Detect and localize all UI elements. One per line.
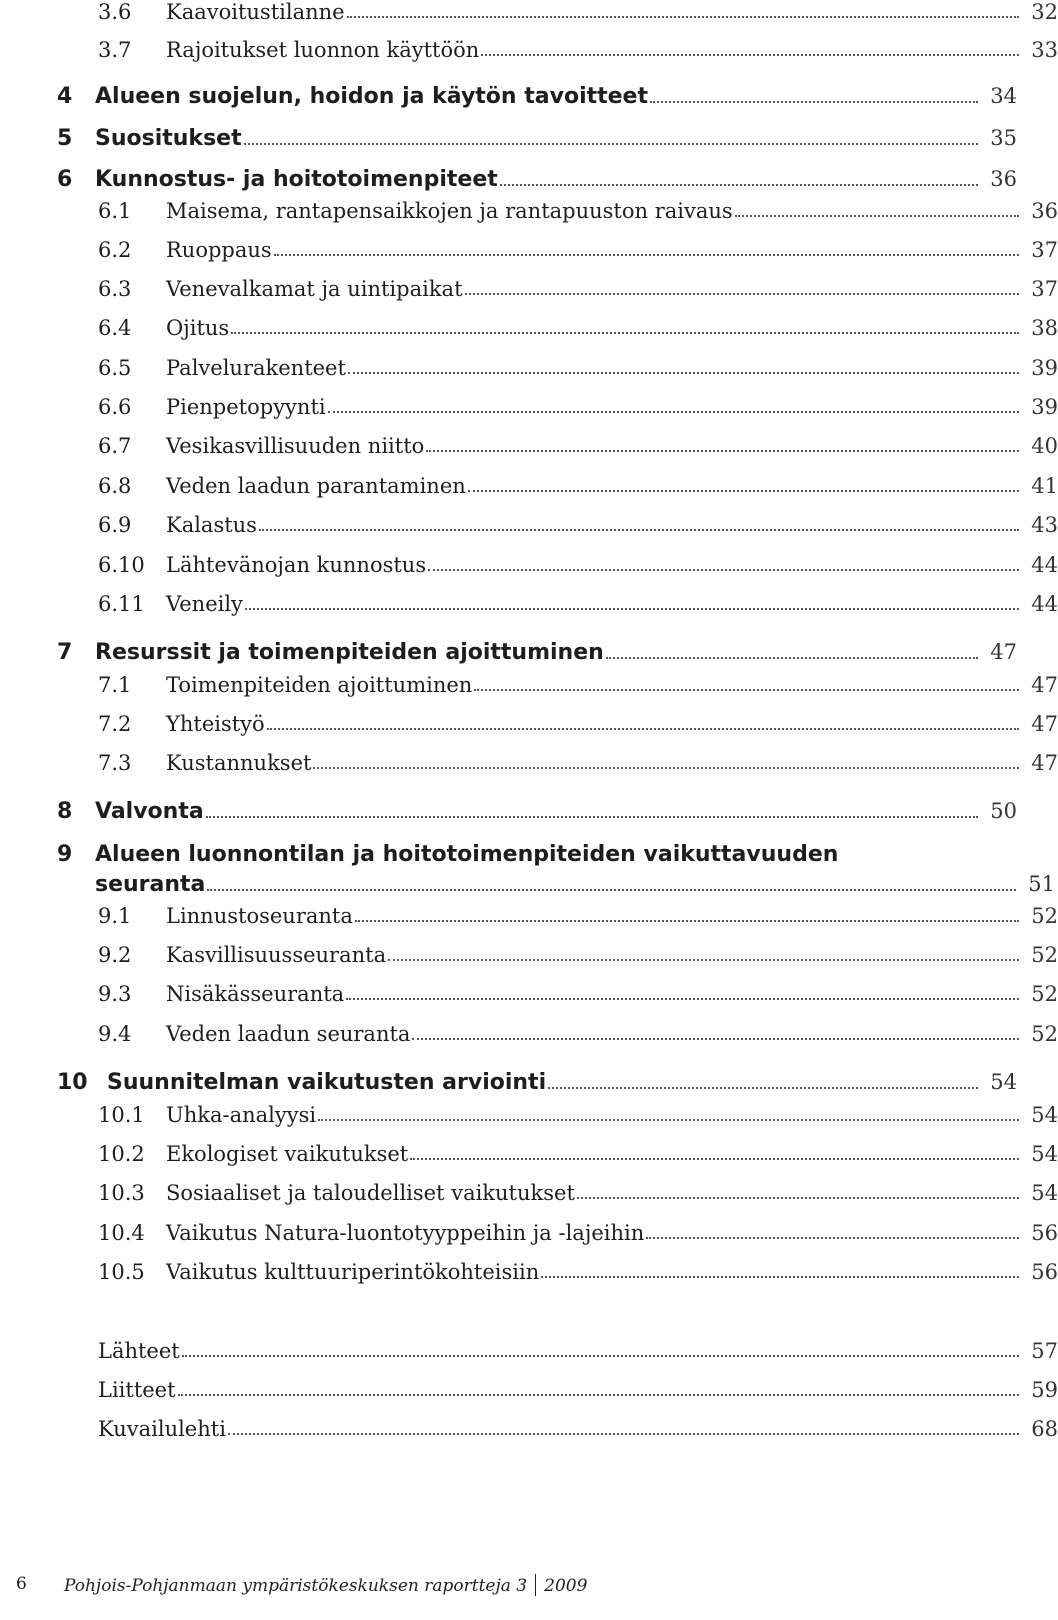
toc-entry-number: 6.5 bbox=[98, 356, 132, 380]
dot-leader bbox=[207, 889, 1016, 891]
toc-entry-page: 56 bbox=[1031, 1260, 1058, 1284]
toc-entry bbox=[0, 592, 1058, 616]
toc-entry-page: 52 bbox=[1031, 982, 1058, 1006]
dot-leader bbox=[245, 608, 1019, 610]
toc-entry bbox=[0, 474, 1058, 498]
footer-year: 2009 bbox=[544, 1576, 588, 1596]
toc-entry-number: 3.7 bbox=[98, 38, 132, 62]
toc-entry-title: Linnustoseuranta bbox=[166, 904, 353, 928]
toc-entry bbox=[0, 943, 1058, 967]
dot-leader bbox=[426, 450, 1019, 452]
toc-entry bbox=[0, 712, 1058, 736]
dot-leader bbox=[646, 1237, 1019, 1239]
toc-entry-page: 39 bbox=[1031, 356, 1058, 380]
toc-entry bbox=[0, 238, 1058, 262]
toc-entry bbox=[0, 1103, 1058, 1127]
dot-leader bbox=[428, 569, 1019, 571]
dot-leader bbox=[735, 215, 1019, 217]
dot-leader bbox=[474, 689, 1019, 691]
dot-leader bbox=[650, 101, 978, 103]
dot-leader bbox=[355, 920, 1019, 922]
toc-entry-title: Nisäkässeuranta bbox=[166, 982, 345, 1006]
toc-entry bbox=[0, 1417, 1058, 1441]
toc-entry-number: 4 bbox=[57, 84, 73, 109]
toc-entry-number: 5 bbox=[57, 126, 73, 151]
dot-leader bbox=[313, 767, 1019, 769]
dot-leader bbox=[388, 959, 1019, 961]
toc-entry-title: Maisema, rantapensaikkojen ja rantapuuston raivaus bbox=[166, 199, 733, 223]
toc-entry-title: Kaavoitustilanne bbox=[166, 0, 345, 24]
toc-entry bbox=[0, 799, 1017, 824]
toc-entry-page: 54 bbox=[990, 1070, 1017, 1094]
dot-leader bbox=[465, 293, 1019, 295]
toc-entry-number: 10.2 bbox=[98, 1142, 145, 1166]
toc-entry-title: Kuvailulehti bbox=[98, 1417, 226, 1441]
toc-entry-title: Toimenpiteiden ajoittuminen bbox=[166, 673, 473, 697]
toc-entry-title: Kunnostus- ja hoitotoimenpiteet bbox=[95, 167, 498, 192]
toc-entry-title: Valvonta bbox=[95, 799, 204, 824]
toc-entry-page: 51 bbox=[1028, 872, 1055, 896]
toc-entry-title: Kasvillisuusseuranta bbox=[166, 943, 387, 967]
toc-entry-page: 52 bbox=[1031, 904, 1058, 928]
toc-entry-title: seuranta bbox=[95, 872, 206, 897]
toc-entry bbox=[0, 434, 1058, 458]
dot-leader bbox=[548, 1087, 978, 1089]
dot-leader bbox=[412, 1038, 1019, 1040]
toc-entry-page: 56 bbox=[1031, 1221, 1058, 1245]
dot-leader bbox=[206, 816, 978, 818]
toc-entry bbox=[0, 277, 1058, 301]
toc-entry-title: Alueen luonnontilan ja hoitotoimenpiteiden vaikuttavuuden bbox=[95, 842, 839, 867]
toc-entry-page: 68 bbox=[1031, 1417, 1058, 1441]
toc-entry bbox=[0, 1181, 1058, 1205]
toc-entry-title: Kustannukset bbox=[166, 751, 312, 775]
toc-entry-number: 6.8 bbox=[98, 474, 132, 498]
toc-entry-title: Lähtevänojan kunnostus bbox=[166, 553, 427, 577]
toc-entry-title: Uhka-analyysi bbox=[166, 1103, 317, 1127]
toc-entry-page: 39 bbox=[1031, 395, 1058, 419]
dot-leader bbox=[481, 54, 1019, 56]
toc-entry-number: 6.1 bbox=[98, 199, 132, 223]
toc-entry bbox=[0, 84, 1017, 109]
toc-entry bbox=[0, 982, 1058, 1006]
toc-entry-page: 52 bbox=[1031, 1022, 1058, 1046]
toc-entry-page: 44 bbox=[1031, 592, 1058, 616]
toc-entry bbox=[0, 0, 1058, 24]
dot-leader bbox=[348, 372, 1019, 374]
toc-entry-page: 36 bbox=[1031, 199, 1058, 223]
toc-entry bbox=[0, 640, 1017, 665]
dot-leader bbox=[541, 1276, 1019, 1278]
toc-entry-number: 6.11 bbox=[98, 592, 145, 616]
toc-entry bbox=[0, 872, 1055, 897]
toc-entry-number: 9.1 bbox=[98, 904, 132, 928]
toc-entry bbox=[0, 356, 1058, 380]
toc-entry-page: 34 bbox=[990, 84, 1017, 108]
toc-entry bbox=[0, 1022, 1058, 1046]
toc-entry bbox=[0, 167, 1017, 192]
dot-leader bbox=[231, 332, 1019, 334]
dot-leader bbox=[606, 657, 978, 659]
toc-entry-page: 47 bbox=[1031, 673, 1058, 697]
toc-entry-title: Vaikutus Natura-luontotyyppeihin ja -lajeihin bbox=[166, 1221, 645, 1245]
toc-entry-page: 57 bbox=[1031, 1339, 1058, 1363]
footer-publication bbox=[64, 1574, 587, 1596]
dot-leader bbox=[347, 16, 1019, 18]
toc-entry-title: Pienpetopyynti bbox=[166, 395, 326, 419]
toc-entry-title: Rajoitukset luonnon käyttöön bbox=[166, 38, 480, 62]
dot-leader bbox=[274, 254, 1019, 256]
toc-entry bbox=[0, 673, 1058, 697]
toc-entry-title: Liitteet bbox=[98, 1378, 176, 1402]
toc-entry-number: 6 bbox=[57, 167, 73, 192]
toc-entry-number: 7.3 bbox=[98, 751, 132, 775]
toc-entry-title: Venevalkamat ja uintipaikat bbox=[166, 277, 463, 301]
toc-entry-page: 59 bbox=[1031, 1378, 1058, 1402]
toc-entry-page: 40 bbox=[1031, 434, 1058, 458]
dot-leader bbox=[267, 728, 1019, 730]
toc-entry-title: Vaikutus kulttuuriperintökohteisiin bbox=[166, 1260, 540, 1284]
toc-entry-title: Sosiaaliset ja taloudelliset vaikutukset bbox=[166, 1181, 575, 1205]
footer-page-number: 6 bbox=[16, 1574, 27, 1594]
toc-entry-number: 6.4 bbox=[98, 316, 132, 340]
toc-entry-number: 7.1 bbox=[98, 673, 132, 697]
toc-entry-page: 36 bbox=[990, 167, 1017, 191]
toc-entry-page: 43 bbox=[1031, 513, 1058, 537]
dot-leader bbox=[346, 998, 1019, 1000]
dot-leader bbox=[468, 490, 1019, 492]
toc-entry-first-line bbox=[0, 842, 1017, 867]
toc-entry bbox=[0, 395, 1058, 419]
toc-entry-title: Veneily bbox=[166, 592, 243, 616]
toc-entry bbox=[0, 1260, 1058, 1284]
toc-entry bbox=[0, 316, 1058, 340]
dot-leader bbox=[500, 184, 978, 186]
toc-entry-title: Resurssit ja toimenpiteiden ajoittuminen bbox=[95, 640, 604, 665]
toc-entry-page: 52 bbox=[1031, 943, 1058, 967]
toc-entry-number: 7 bbox=[57, 640, 73, 665]
toc-entry-number: 9.3 bbox=[98, 982, 132, 1006]
toc-entry bbox=[0, 1339, 1058, 1363]
toc-entry-title: Lähteet bbox=[98, 1339, 180, 1363]
toc-entry-number: 10.4 bbox=[98, 1221, 145, 1245]
toc-entry-page: 54 bbox=[1031, 1142, 1058, 1166]
dot-leader bbox=[318, 1119, 1019, 1121]
footer-series: Pohjois-Pohjanmaan ympäristökeskuksen raportteja bbox=[64, 1576, 511, 1596]
dot-leader bbox=[259, 529, 1019, 531]
toc-entry-title: Suunnitelman vaikutusten arviointi bbox=[107, 1070, 547, 1095]
footer-issue: 3 bbox=[516, 1576, 528, 1596]
toc-entry-number: 6.6 bbox=[98, 395, 132, 419]
toc-entry bbox=[0, 38, 1058, 62]
toc-entry-title: Palvelurakenteet bbox=[166, 356, 346, 380]
toc-entry-page: 44 bbox=[1031, 553, 1058, 577]
toc-entry-title: Yhteistyö bbox=[166, 712, 265, 736]
toc-entry-title: Suositukset bbox=[95, 126, 242, 151]
toc-entry-page: 35 bbox=[990, 126, 1017, 150]
toc-entry bbox=[0, 126, 1017, 151]
toc-entry-page: 41 bbox=[1031, 474, 1058, 498]
toc-entry-title: Veden laadun seuranta bbox=[166, 1022, 411, 1046]
toc-entry-number: 6.10 bbox=[98, 553, 145, 577]
toc-entry-number: 10 bbox=[57, 1070, 88, 1095]
dot-leader bbox=[244, 143, 978, 145]
toc-entry-page: 47 bbox=[990, 640, 1017, 664]
page-footer bbox=[0, 1574, 960, 1614]
toc-entry bbox=[0, 904, 1058, 928]
toc-entry-number: 9.2 bbox=[98, 943, 132, 967]
toc-entry bbox=[0, 1142, 1058, 1166]
toc-entry-number: 10.3 bbox=[98, 1181, 145, 1205]
toc-entry-page: 38 bbox=[1031, 316, 1058, 340]
dot-leader bbox=[328, 411, 1019, 413]
toc-entry-page: 54 bbox=[1031, 1181, 1058, 1205]
dot-leader bbox=[577, 1197, 1019, 1199]
toc-entry bbox=[0, 199, 1058, 223]
toc-entry bbox=[0, 1221, 1058, 1245]
toc-entry bbox=[0, 553, 1058, 577]
toc-entry-title: Alueen suojelun, hoidon ja käytön tavoitteet bbox=[95, 84, 648, 109]
toc-entry bbox=[0, 513, 1058, 537]
toc-entry-number: 6.3 bbox=[98, 277, 132, 301]
toc-entry-number: 3.6 bbox=[98, 0, 132, 24]
toc-entry-number: 9 bbox=[57, 842, 73, 867]
toc-entry-title: Veden laadun parantaminen bbox=[166, 474, 466, 498]
footer-separator bbox=[535, 1574, 536, 1596]
dot-leader bbox=[228, 1433, 1019, 1435]
toc-entry-page: 33 bbox=[1031, 38, 1058, 62]
toc-entry bbox=[0, 751, 1058, 775]
toc-entry-page: 47 bbox=[1031, 751, 1058, 775]
toc-entry-page: 37 bbox=[1031, 277, 1058, 301]
toc-entry-title: Ojitus bbox=[166, 316, 230, 340]
dot-leader bbox=[410, 1158, 1019, 1160]
toc-entry-title: Kalastus bbox=[166, 513, 257, 537]
toc-entry-number: 10.1 bbox=[98, 1103, 145, 1127]
toc-entry-page: 54 bbox=[1031, 1103, 1058, 1127]
toc-entry bbox=[0, 1378, 1058, 1402]
toc-entry-page: 47 bbox=[1031, 712, 1058, 736]
toc-entry-title: Ekologiset vaikutukset bbox=[166, 1142, 409, 1166]
dot-leader bbox=[178, 1394, 1019, 1396]
toc-entry-number: 6.9 bbox=[98, 513, 132, 537]
toc-entry-number: 8 bbox=[57, 799, 73, 824]
toc-entry-page: 32 bbox=[1031, 0, 1058, 24]
toc-entry-number: 7.2 bbox=[98, 712, 132, 736]
toc-entry-number: 6.2 bbox=[98, 238, 132, 262]
toc-entry-page: 50 bbox=[990, 799, 1017, 823]
toc-entry bbox=[0, 1070, 1017, 1095]
toc-entry-page: 37 bbox=[1031, 238, 1058, 262]
toc-entry-number: 9.4 bbox=[98, 1022, 132, 1046]
dot-leader bbox=[182, 1355, 1019, 1357]
toc-entry-number: 6.7 bbox=[98, 434, 132, 458]
toc-entry-title: Vesikasvillisuuden niitto bbox=[166, 434, 425, 458]
toc-entry-title: Ruoppaus bbox=[166, 238, 272, 262]
toc-entry-number: 10.5 bbox=[98, 1260, 145, 1284]
